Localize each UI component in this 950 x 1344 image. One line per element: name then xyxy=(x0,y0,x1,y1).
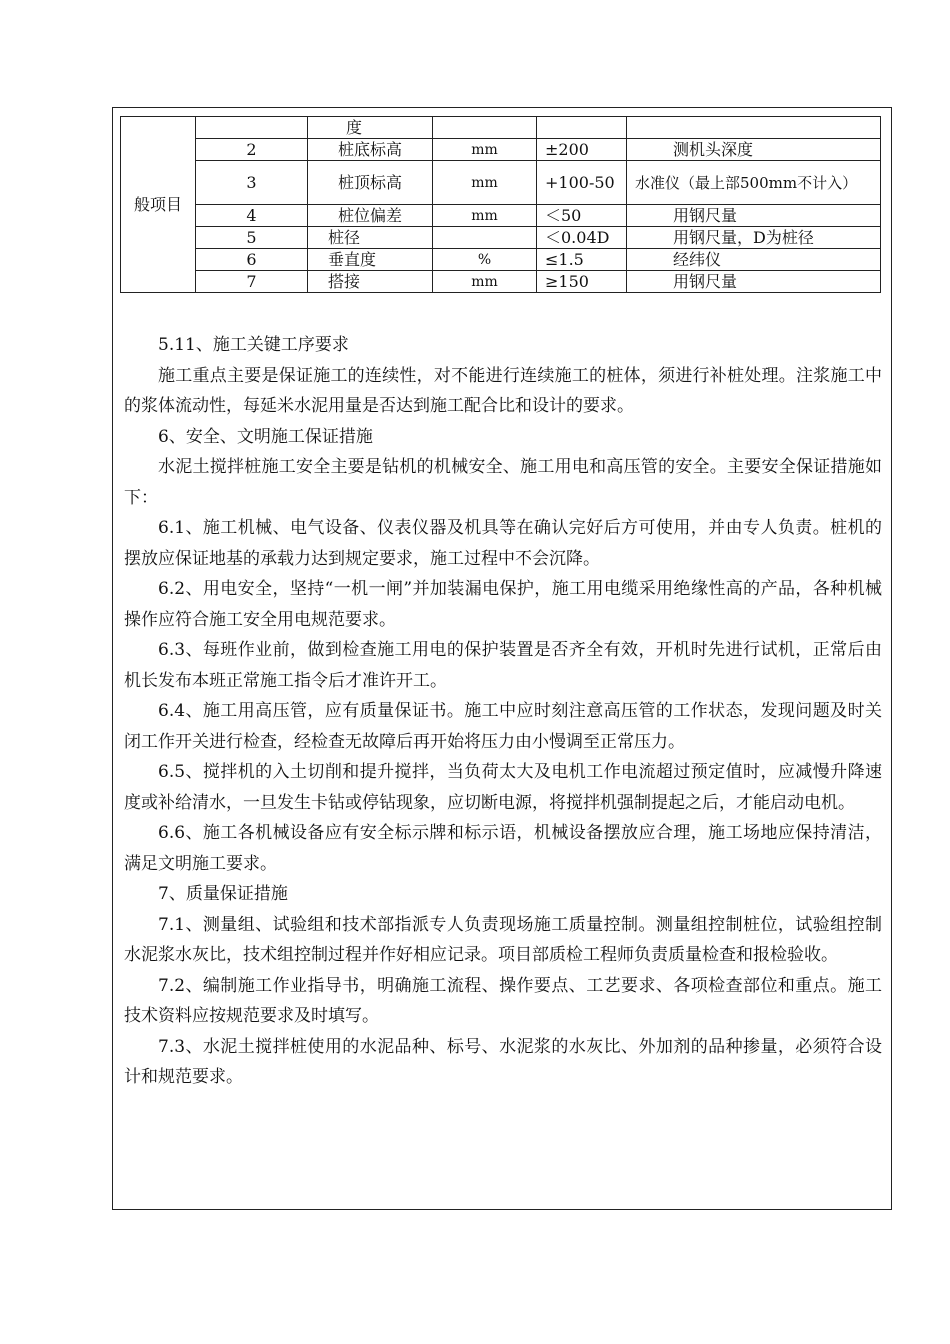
row-item: 桩顶标高 xyxy=(308,161,433,205)
table-row xyxy=(121,205,881,227)
table-row xyxy=(121,271,881,293)
row-unit: mm xyxy=(433,139,537,161)
section-heading: 7、质量保证措施 xyxy=(158,884,288,904)
row-value: ＜0.04D xyxy=(537,227,627,249)
row-method: 用钢尺量，D为桩径 xyxy=(627,227,881,249)
table-row xyxy=(121,117,881,139)
paragraph: 水泥土搅拌桩施工安全主要是钻机的机械安全、施工用电和高压管的安全。主要安全保证措施如下： xyxy=(124,457,882,508)
row-item: 垂直度 xyxy=(308,249,433,271)
row-item: 桩径 xyxy=(308,227,433,249)
row-unit: mm xyxy=(433,161,537,205)
row-no: 4 xyxy=(196,205,308,227)
row-unit: mm xyxy=(433,271,537,293)
table-row xyxy=(121,161,881,205)
paragraph: 7.2、编制施工作业指导书，明确施工流程、操作要点、工艺要求、各项检查部位和重点。施工技术资料应按规范要求及时填写。 xyxy=(124,975,882,1026)
section-heading: 6、安全、文明施工保证措施 xyxy=(158,426,373,447)
paragraph: 7.1、测量组、试验组和技术部指派专人负责现场施工质量控制。测量组控制桩位，试验组控制水泥浆水灰比，技术组控制过程并作好相应记录。项目部质检工程师负责质量检查和报检验收。 xyxy=(124,914,882,965)
row-value: ≤1.5 xyxy=(537,249,627,271)
paragraph: 6.2、用电安全，坚持“一机一闸”并加装漏电保护，施工用电缆采用绝缘性高的产品，各种机械操作应符合施工安全用电规范要求。 xyxy=(124,579,882,630)
row-no: 6 xyxy=(196,249,308,271)
row-no: 2 xyxy=(196,139,308,161)
table-row xyxy=(121,249,881,271)
section-heading: 5.11、施工关键工序要求 xyxy=(158,335,349,355)
row-no: 5 xyxy=(196,227,308,249)
inspection-table xyxy=(120,116,881,293)
row-item: 搭接 xyxy=(308,271,433,293)
row-item: 桩位偏差 xyxy=(308,205,433,227)
row-item: 度 xyxy=(308,117,433,139)
row-method: 测机头深度 xyxy=(627,139,881,161)
row-value: ≥150 xyxy=(537,271,627,293)
row-unit: mm xyxy=(433,205,537,227)
group-label: 般项目 xyxy=(121,117,196,293)
row-no xyxy=(196,117,308,139)
row-unit xyxy=(433,227,537,249)
table-row xyxy=(121,139,881,161)
row-value xyxy=(537,117,627,139)
row-value: ±200 xyxy=(537,139,627,161)
row-value: +100-50 xyxy=(537,161,627,205)
row-item: 桩底标高 xyxy=(308,139,433,161)
row-method xyxy=(627,117,881,139)
row-unit xyxy=(433,117,537,139)
row-method: 用钢尺量 xyxy=(627,271,881,293)
row-no: 7 xyxy=(196,271,308,293)
row-method: 水准仪（最上部500mm不计入） xyxy=(627,161,881,205)
paragraph: 7.3、水泥土搅拌桩使用的水泥品种、标号、水泥浆的水灰比、外加剂的品种掺量，必须符合设计和规范要求。 xyxy=(124,1036,882,1087)
paragraph: 6.4、施工用高压管，应有质量保证书。施工中应时刻注意高压管的工作状态，发现问题及时关闭工作开关进行检查，经检查无故障后再开始将压力由小慢调至正常压力。 xyxy=(124,701,882,752)
paragraph: 6.5、搅拌机的入土切削和提升搅拌，当负荷太大及电机工作电流超过预定值时，应减慢升降速度或补给清水，一旦发生卡钻或停钻现象，应切断电源，将搅拌机强制提起之后，才能启动电机。 xyxy=(124,762,882,813)
row-unit: % xyxy=(433,249,537,271)
row-value: ＜50 xyxy=(537,205,627,227)
row-method: 经纬仪 xyxy=(627,249,881,271)
table-row xyxy=(121,227,881,249)
document-body xyxy=(124,330,882,1093)
paragraph: 6.3、每班作业前，做到检查施工用电的保护装置是否齐全有效，开机时先进行试机，正常后由机长发布本班正常施工指令后才准许开工。 xyxy=(124,640,882,691)
row-no: 3 xyxy=(196,161,308,205)
paragraph: 施工重点主要是保证施工的连续性，对不能进行连续施工的桩体，须进行补桩处理。注浆施工中的浆体流动性，每延米水泥用量是否达到施工配合比和设计的要求。 xyxy=(124,365,882,416)
row-method: 用钢尺量 xyxy=(627,205,881,227)
paragraph: 6.6、施工各机械设备应有安全标示牌和标示语，机械设备摆放应合理，施工场地应保持清洁，满足文明施工要求。 xyxy=(124,823,882,874)
paragraph: 6.1、施工机械、电气设备、仪表仪器及机具等在确认完好后方可使用，并由专人负责。桩机的摆放应保证地基的承载力达到规定要求，施工过程中不会沉降。 xyxy=(124,518,882,569)
